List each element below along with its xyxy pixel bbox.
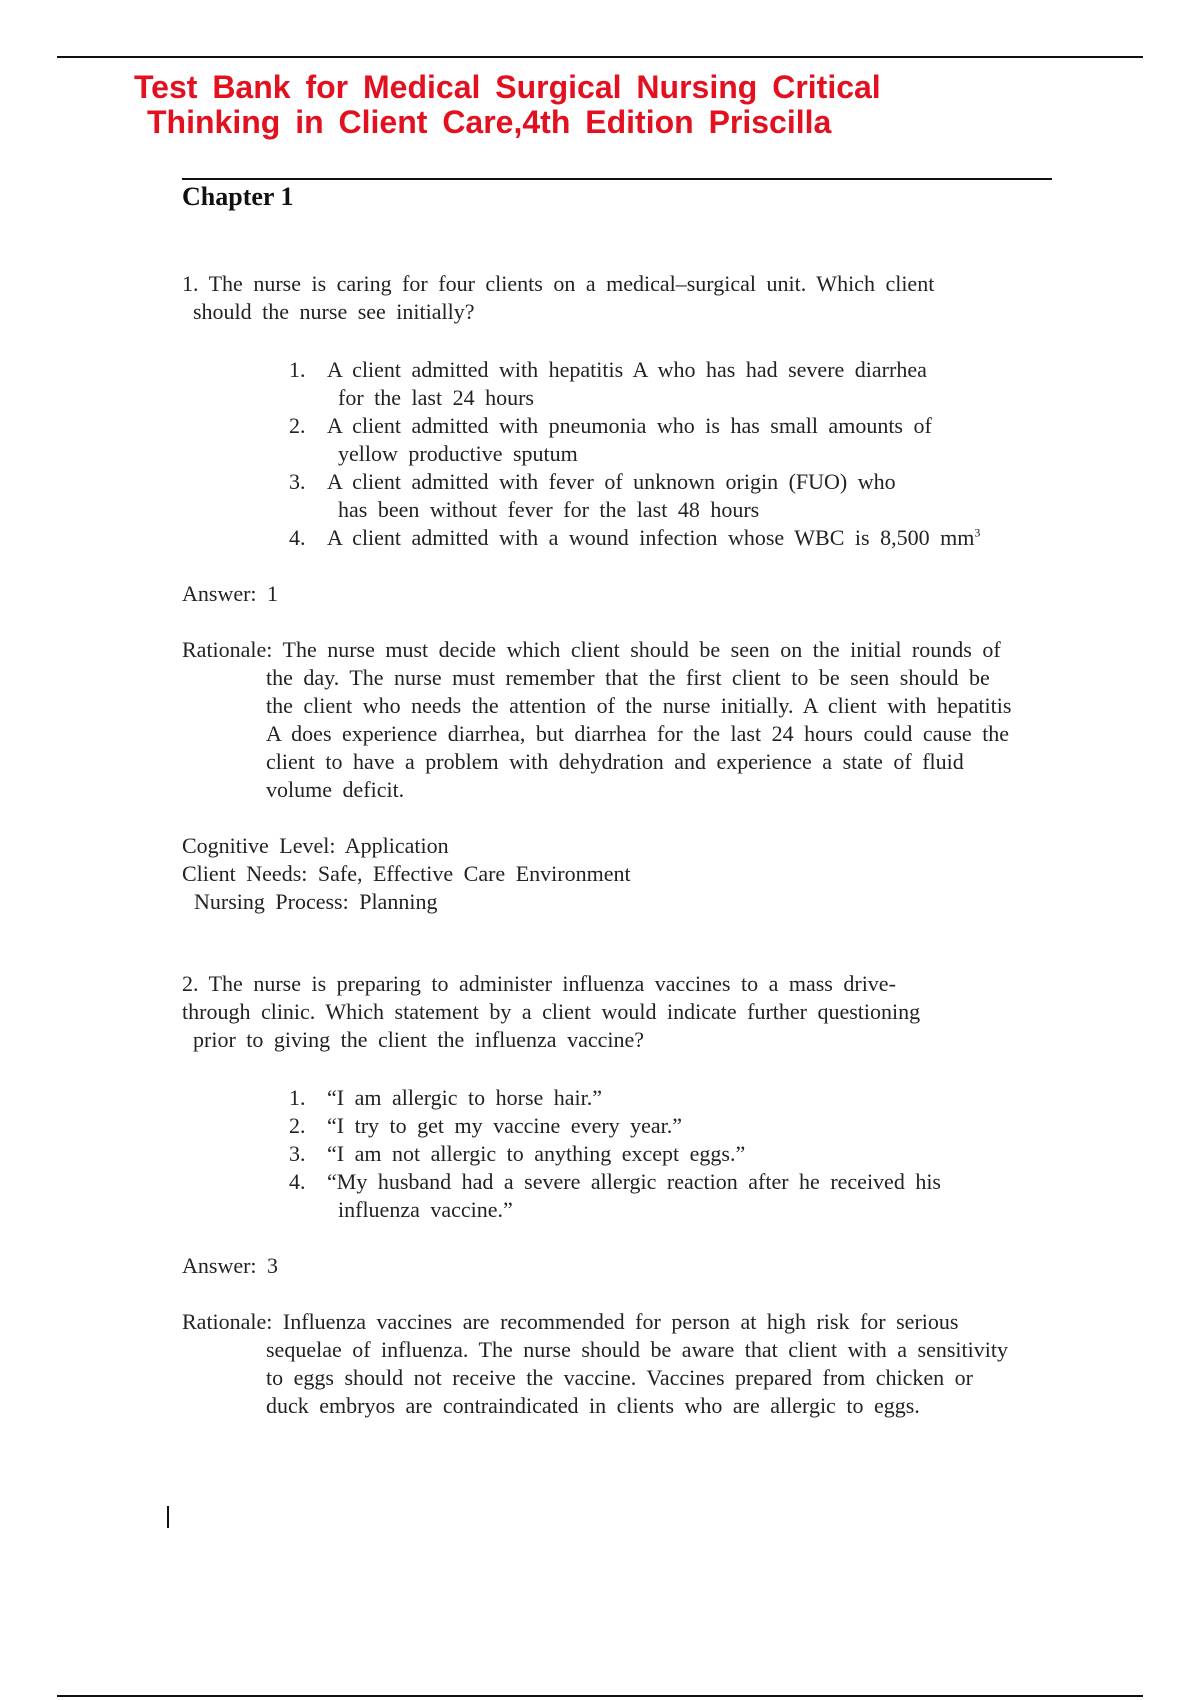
question-1-client-needs: Client Needs: Safe, Effective Care Environment <box>182 861 631 886</box>
list-item <box>182 468 1062 524</box>
title-line-2: Thinking in Client Care,4th Edition Priscilla <box>147 104 832 140</box>
list-item <box>182 524 1062 552</box>
question-2-stem-line-2: through clinic. Which statement by a client would indicate further questioning <box>182 999 921 1024</box>
question-2-stem-line-3: prior to giving the client the influenza vaccine? <box>193 1027 645 1052</box>
option-text: A client admitted with a wound infection whose WBC is 8,500 mm <box>327 525 975 550</box>
option-text-line-1: “I try to get my vaccine every year.” <box>327 1113 683 1138</box>
option-number: 4. <box>289 1169 306 1194</box>
option-number: 2. <box>289 413 306 438</box>
question-1-nursing-process: Nursing Process: Planning <box>194 889 438 914</box>
list-item <box>182 1084 1062 1112</box>
option-text-line-2: for the last 24 hours <box>338 385 534 410</box>
document-title <box>134 70 1034 140</box>
question-1-stem-line-1: The nurse is caring for four clients on a medical–surgical unit. Which client <box>208 271 935 296</box>
text-cursor <box>167 1506 169 1528</box>
question-1-stem <box>182 270 1062 326</box>
option-number: 3. <box>289 1141 306 1166</box>
option-text-line-1 <box>327 524 1062 552</box>
title-line-1: Test Bank for Medical Surgical Nursing Critical <box>134 69 881 105</box>
option-text-line-1: A client admitted with pneumonia who is has small amounts of <box>327 413 932 438</box>
top-rule <box>57 56 1143 58</box>
page-content <box>182 270 1062 1448</box>
chapter-rule <box>182 178 1052 180</box>
option-text-line-1: “I am not allergic to anything except eggs.” <box>327 1141 746 1166</box>
option-text-line-1: A client admitted with hepatitis A who has had severe diarrhea <box>327 357 927 382</box>
option-text-line-2: influenza vaccine.” <box>338 1197 513 1222</box>
superscript-exponent: 3 <box>974 525 981 540</box>
bottom-rule <box>57 1695 1143 1697</box>
question-2-answer: Answer: 3 <box>182 1253 279 1278</box>
option-text-line-2: has been without fever for the last 48 hours <box>338 497 760 522</box>
list-item <box>182 1140 1062 1168</box>
question-1-stem-line-2: should the nurse see initially? <box>193 299 475 324</box>
question-1-rationale: Rationale: The nurse must decide which client should be seen on the initial rounds of the day. The nurse must remember that the first client to be seen should be the client who needs the attention of the nurse initially. A client with hepatitis A does experience diarrhea, but diarrhea for the last 24 hours could cause the client to have a problem with dehydration and experience a state of fluid volume deficit. <box>182 637 1012 802</box>
question-1-answer: Answer: 1 <box>182 581 279 606</box>
option-number: 4. <box>289 525 306 550</box>
list-item <box>182 356 1062 412</box>
question-1-cognitive-level: Cognitive Level: Application <box>182 833 449 858</box>
question-1-number: 1. <box>182 271 199 296</box>
option-text-line-1: “I am allergic to horse hair.” <box>327 1085 603 1110</box>
option-number: 2. <box>289 1113 306 1138</box>
option-number: 1. <box>289 357 306 382</box>
question-2-stem <box>182 970 1062 1054</box>
question-2-options <box>182 1084 1062 1224</box>
option-number: 1. <box>289 1085 306 1110</box>
option-text-line-1: “My husband had a severe allergic reaction after he received his <box>327 1169 941 1194</box>
question-2-rationale: Rationale: Influenza vaccines are recommended for person at high risk for serious sequelae of influenza. The nurse should be aware that client with a sensitivity to eggs should not receive the vaccine. Vaccines prepared from chicken or duck embryos are contraindicated in clients who are allergic to eggs. <box>182 1309 1008 1418</box>
question-2-stem-line-1: The nurse is preparing to administer influenza vaccines to a mass drive- <box>208 971 896 996</box>
option-text-line-1: A client admitted with fever of unknown origin (FUO) who <box>327 469 896 494</box>
question-2-number: 2. <box>182 971 199 996</box>
list-item <box>182 1168 1062 1224</box>
option-text-line-2: yellow productive sputum <box>338 441 578 466</box>
chapter-heading: Chapter 1 <box>182 182 294 211</box>
list-item <box>182 412 1062 468</box>
option-number: 3. <box>289 469 306 494</box>
list-item <box>182 1112 1062 1140</box>
question-1-options <box>182 356 1062 552</box>
